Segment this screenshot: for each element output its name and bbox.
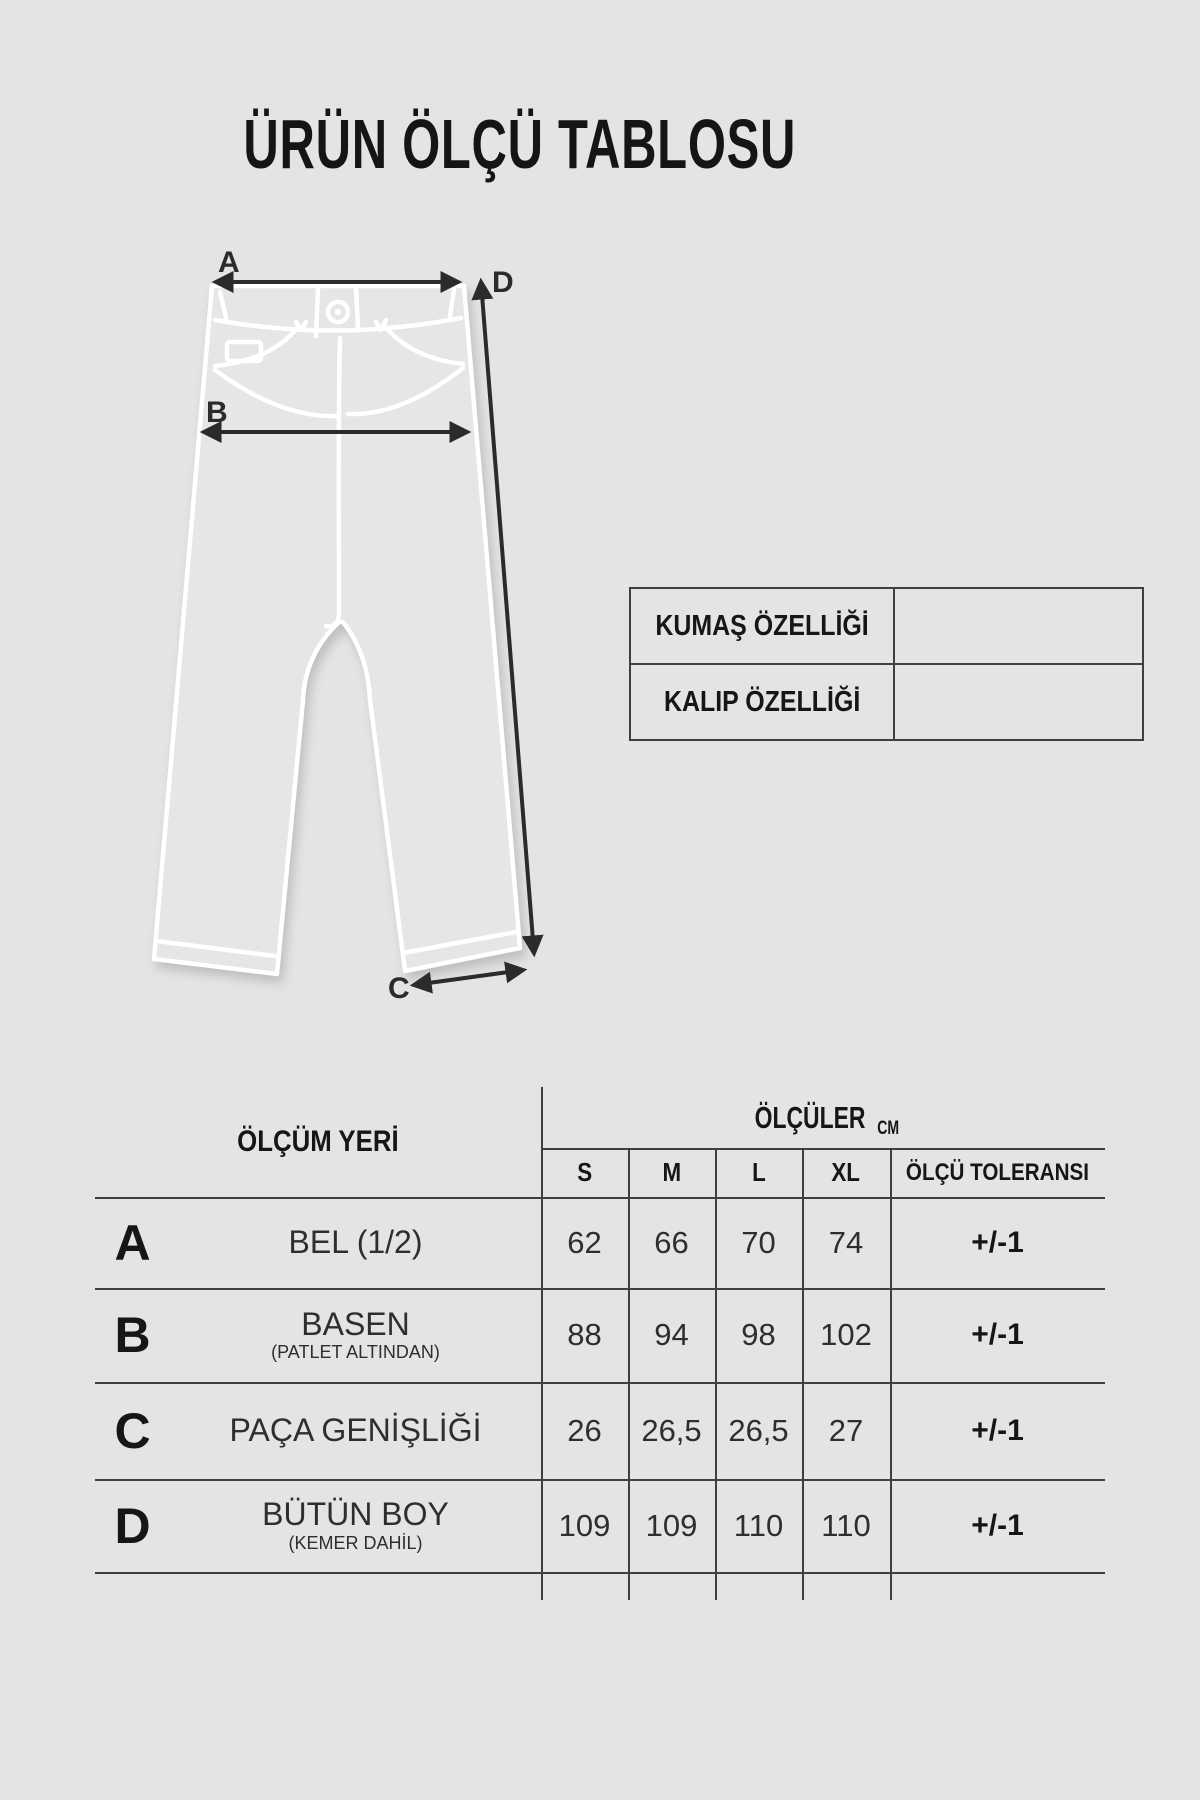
pants-diagram-svg <box>120 230 550 1010</box>
size-header-m: M <box>662 1157 681 1187</box>
row-c-tolerance: +/-1 <box>971 1413 1024 1447</box>
page-title-text: ÜRÜN ÖLÇÜ TABLOSU <box>243 105 797 183</box>
pants-outline-drawing <box>154 286 520 974</box>
row-d-note: (KEMER DAHİL) <box>288 1532 423 1553</box>
grid-line <box>95 1572 1105 1574</box>
size-header-xl: XL <box>831 1157 861 1187</box>
row-d-value-l: 110 <box>733 1507 784 1543</box>
arrow-label-c: C <box>388 972 410 1005</box>
pants-measurement-diagram <box>120 230 550 1010</box>
size-header-l: L <box>751 1157 766 1187</box>
fit-feature-row <box>631 663 1142 739</box>
measurement-table <box>95 1087 1105 1600</box>
row-c-name: PAÇA GENİŞLİĞİ <box>229 1411 482 1448</box>
fabric-feature-row <box>631 589 1142 663</box>
row-d-value-xl: 110 <box>821 1507 871 1543</box>
row-d-tolerance: +/-1 <box>971 1508 1024 1542</box>
arrow-label-a: A <box>218 246 240 279</box>
row-b-note: (PATLET ALTINDAN) <box>271 1342 440 1363</box>
row-a-letter: A <box>114 1214 151 1271</box>
row-c-value-l: 26,5 <box>728 1412 789 1448</box>
row-c-value-xl: 27 <box>828 1412 864 1448</box>
row-a-value-xl: 74 <box>828 1224 864 1260</box>
row-a-value-m: 66 <box>654 1224 689 1260</box>
row-d-name: BÜTÜN BOY (KEMER DAHİL) <box>262 1496 449 1553</box>
row-b-letter: B <box>114 1307 151 1363</box>
sizes-unit-text: CM <box>876 1117 899 1139</box>
row-c-letter: C <box>114 1402 151 1459</box>
fabric-fit-info-table <box>629 587 1144 741</box>
size-header-s: S <box>577 1157 592 1187</box>
row-d-value-m: 109 <box>645 1507 698 1543</box>
row-a-tolerance: +/-1 <box>971 1225 1024 1259</box>
arrow-c-leg-opening <box>414 970 523 985</box>
fit-feature-value <box>895 665 1142 739</box>
row-a-value-s: 62 <box>567 1224 602 1260</box>
row-c-value-m: 26,5 <box>641 1412 702 1448</box>
fabric-feature-label: KUMAŞ ÖZELLİĞİ <box>631 589 895 663</box>
row-b-value-m: 94 <box>654 1317 689 1352</box>
row-b-value-l: 98 <box>741 1317 776 1352</box>
row-b-value-s: 88 <box>567 1317 602 1352</box>
row-a-name: BEL (1/2) <box>288 1223 423 1260</box>
page-title <box>0 96 1040 192</box>
sizes-header-text: ÖLÇÜLER <box>754 1099 866 1135</box>
row-b-name: BASEN (PATLET ALTINDAN) <box>271 1305 440 1363</box>
row-b-value-xl: 102 <box>820 1317 872 1352</box>
arrow-label-b: B <box>206 396 228 429</box>
row-b-tolerance: +/-1 <box>971 1318 1024 1351</box>
row-a-value-l: 70 <box>741 1224 776 1260</box>
row-c-value-s: 26 <box>567 1412 602 1448</box>
row-d-letter: D <box>114 1497 151 1554</box>
fabric-feature-value <box>895 589 1142 663</box>
column-header-sizes <box>541 1087 1105 1148</box>
column-header-tolerance: ÖLÇÜ TOLERANSI <box>905 1158 1090 1186</box>
row-d-value-s: 109 <box>558 1507 611 1543</box>
arrow-label-d: D <box>492 266 514 299</box>
column-header-measure-location: ÖLÇÜM YERİ <box>237 1125 399 1158</box>
fit-feature-label: KALIP ÖZELLİĞİ <box>631 665 895 739</box>
